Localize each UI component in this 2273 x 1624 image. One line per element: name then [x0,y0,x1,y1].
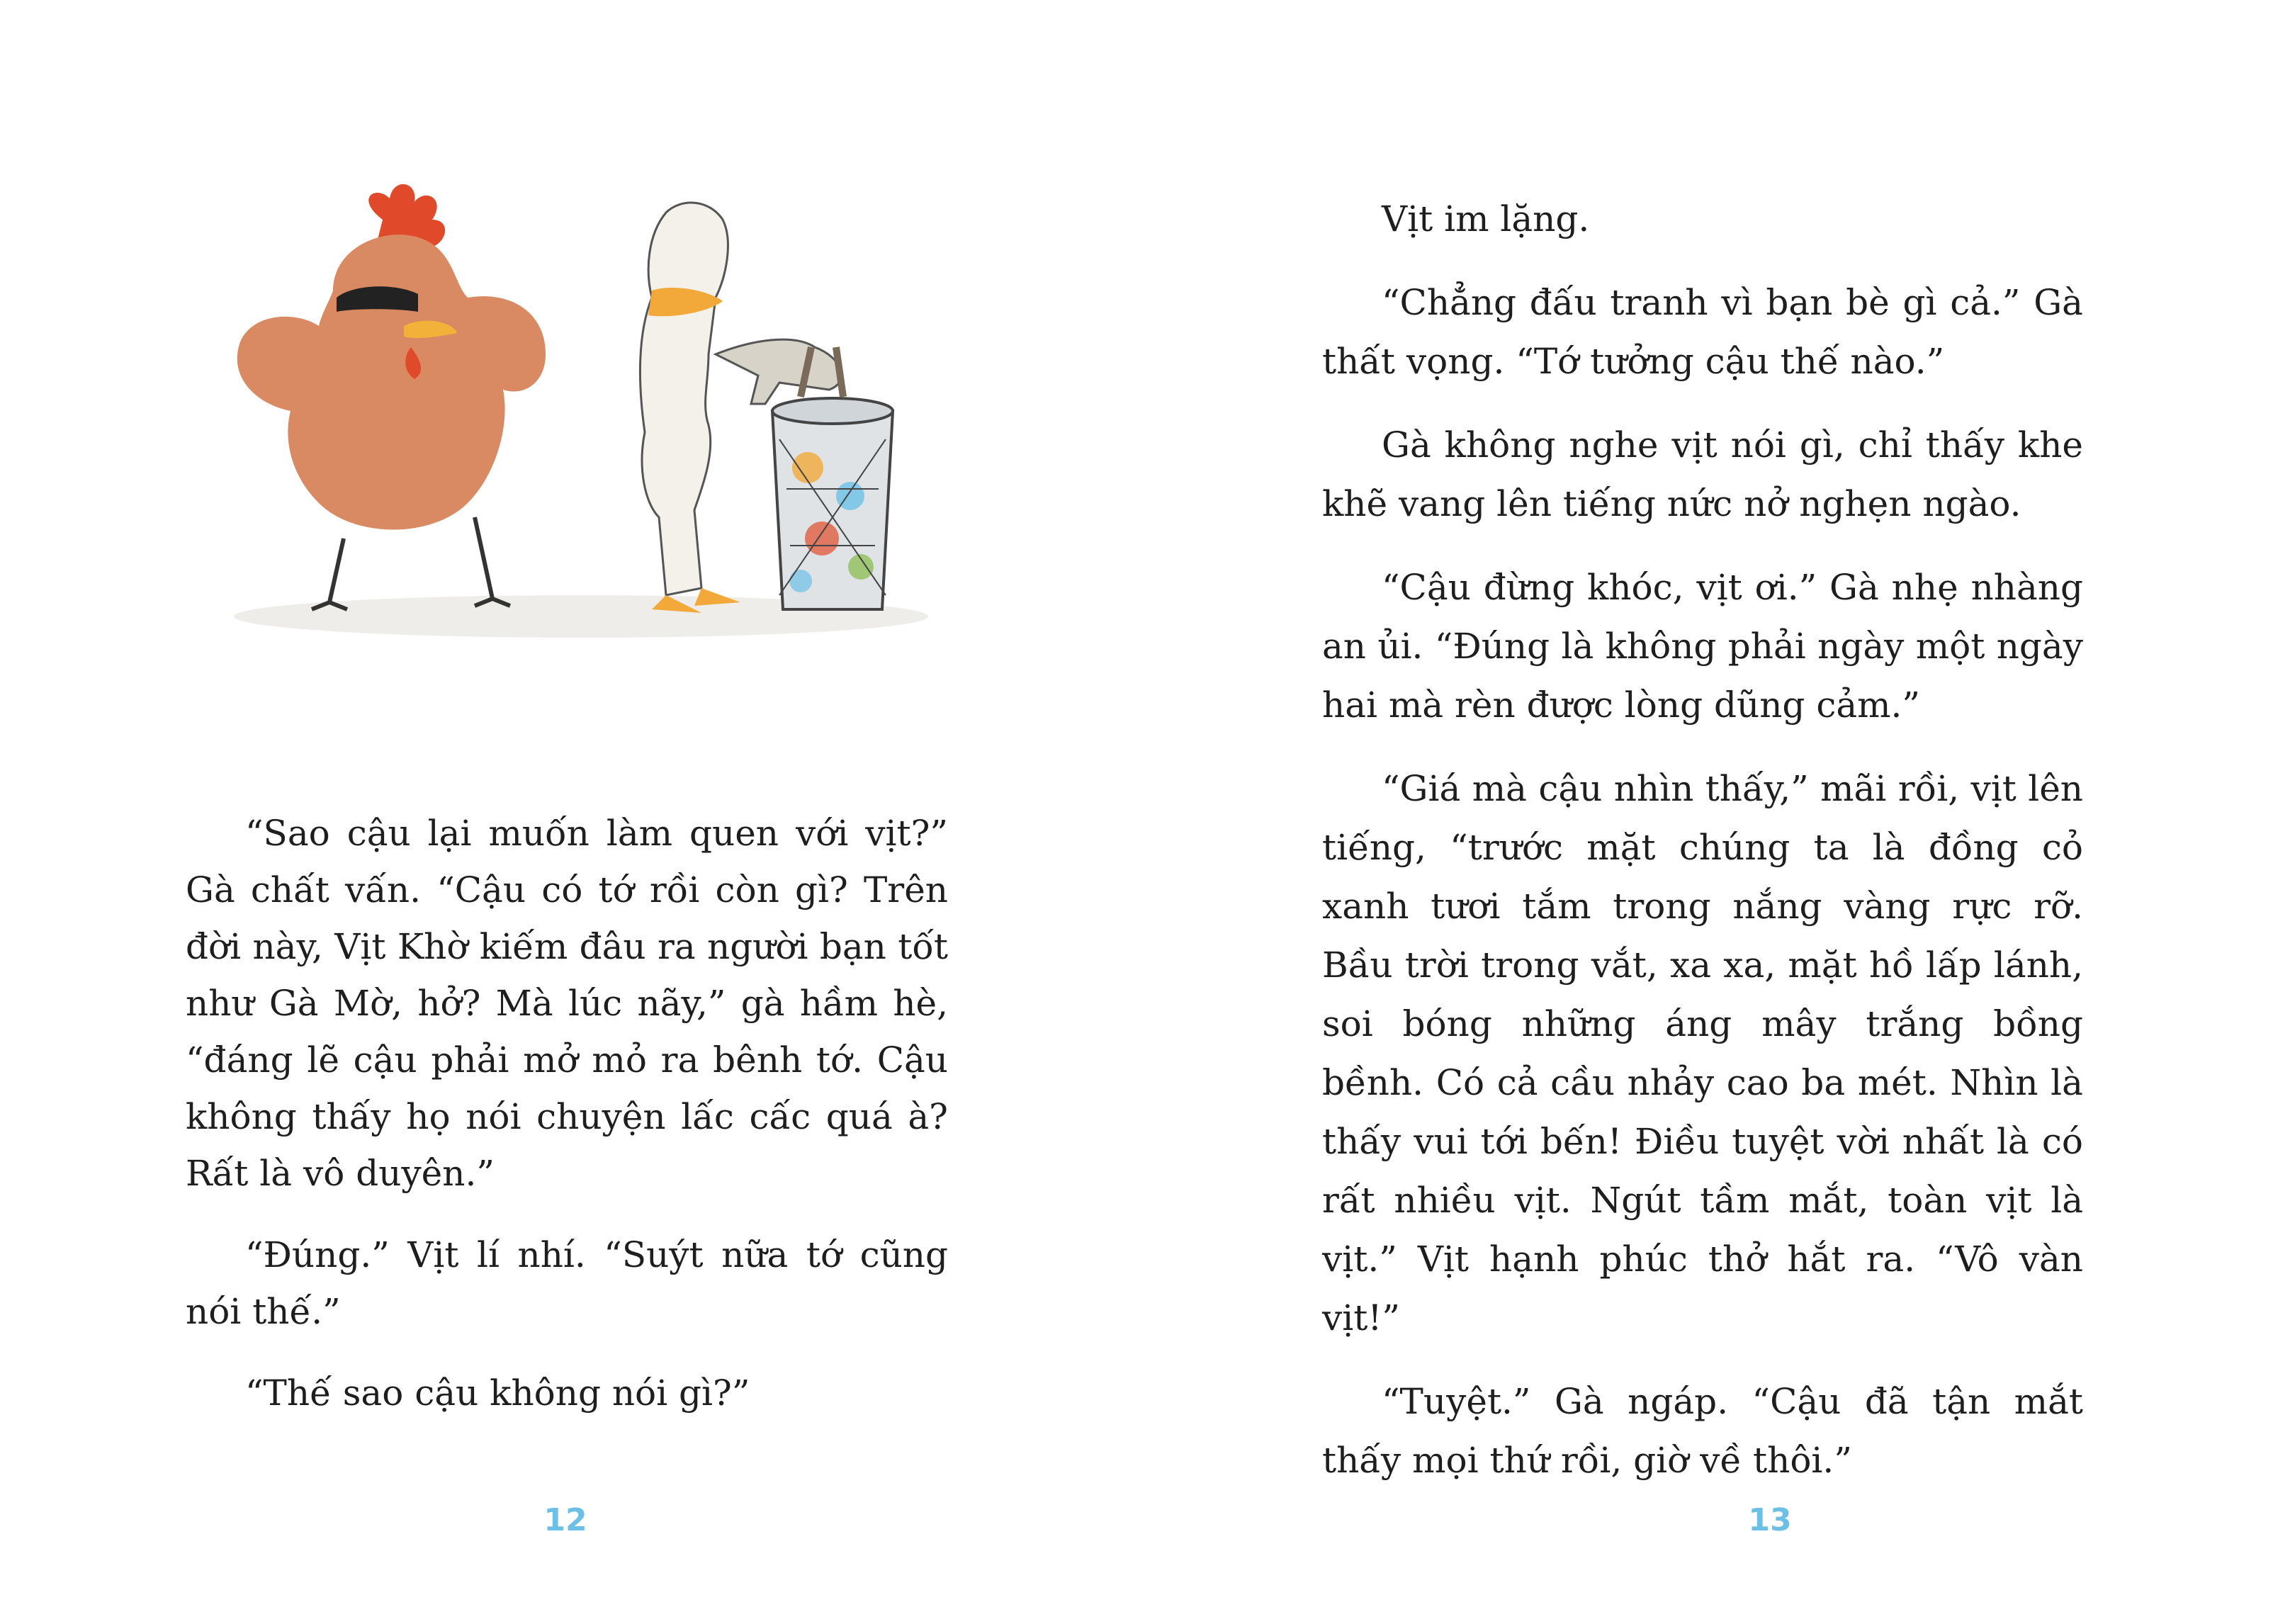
paragraph: Vịt im lặng. [1382,198,1590,239]
right-page-text [1322,190,2083,1515]
paragraph: “Sao cậu lại muốn làm quen với vịt?” Gà chất vấn. “Cậu có tớ rồi còn gì? Trên đời này, Vịt Khờ kiếm đâu ra người bạn tốt như Gà Mờ, hở? Mà lúc nãy,” gà hầm hè, “đáng lẽ cậu phải mở mỏ ra bênh tớ. Cậu không thấy họ nói chuyện lấc cấc quá à? Rất là vô duyên.” [186,813,948,1194]
paragraph: “Giá mà cậu nhìn thấy,” mãi rồi, vịt lên tiếng, “trước mặt chúng ta là đồng cỏ xanh tươi tắm trong nắng vàng rực rỡ. Bầu trời trong vắt, xa xa, mặt hồ lấp lánh, soi bóng những áng mây trắng bồng bềnh. Có cả cầu nhảy cao ba mét. Nhìn là thấy vui tới bến! Điều tuyệt vời nhất là có rất nhiều vịt. Ngút tầm mắt, toàn vịt là vịt.” Vịt hạnh phúc thở hắt ra. “Vô vàn vịt!” [1322,768,2083,1338]
paragraph: “Chẳng đấu tranh vì bạn bè gì cả.” Gà thất vọng. “Tớ tưởng cậu thế nào.” [1322,282,2083,382]
left-page-text [186,805,948,1446]
chicken-and-duck-illustration [213,170,949,652]
paragraph: “Tuyệt.” Gà ngáp. “Cậu đã tận mắt thấy mọi thứ rồi, giờ về thôi.” [1322,1381,2083,1481]
paragraph: Gà không nghe vịt nói gì, chỉ thấy khe khẽ vang lên tiếng nức nở nghẹn ngào. [1322,424,2083,524]
left-page [0,0,1136,1624]
paragraph: “Đúng.” Vịt lí nhí. “Suýt nữa tớ cũng nói thế.” [186,1234,948,1332]
right-page [1136,0,2273,1624]
page-number: 12 [543,1502,587,1538]
paragraph: “Thế sao cậu không nói gì?” [245,1372,750,1414]
chicken-illustration [237,184,546,609]
paragraph: “Cậu đừng khóc, vịt ơi.” Gà nhẹ nhàng an ủi. “Đúng là không phải ngày một ngày hai mà rèn được lòng dũng cảm.” [1322,567,2083,726]
page-number: 13 [1748,1502,1792,1538]
